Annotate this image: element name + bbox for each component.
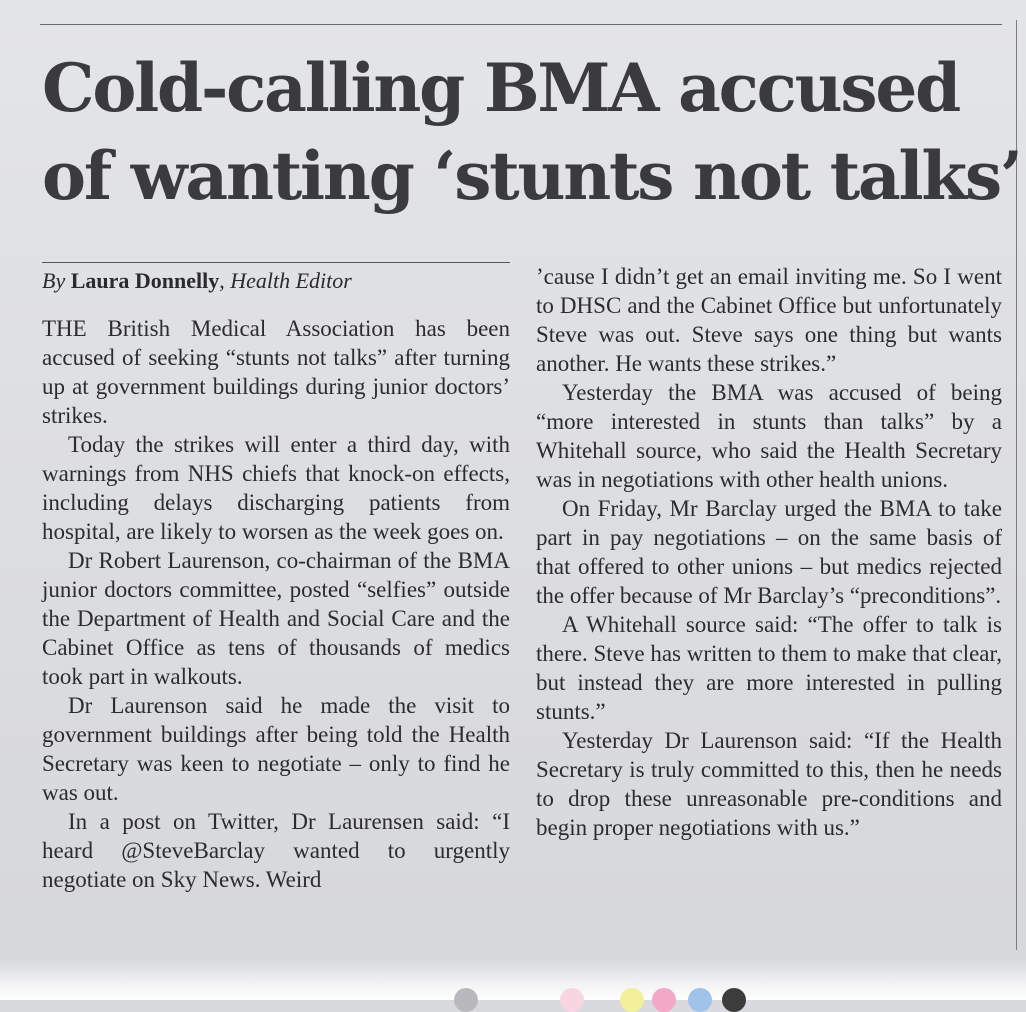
top-rule xyxy=(40,24,1002,25)
byline-rule xyxy=(42,262,510,263)
paragraph: Yesterday Dr Laurenson said: “If the Health Secretary is truly committed to this, then he needs to drop these unreasonable pre-conditions and begin proper negotiations with us.” xyxy=(536,728,1002,840)
paragraph: In a post on Twitter, Dr Laurensen said: “I heard @SteveBarclay wanted to urgently negotiate on Sky News. Weird xyxy=(42,809,510,892)
paragraph: Today the strikes will enter a third day, with warnings from NHS chiefs that knock-on effects, including delays discharging patients from hospital, are likely to worsen as the week goes on. xyxy=(42,432,510,544)
byline-separator: , xyxy=(219,268,225,293)
article-column-left xyxy=(42,314,510,894)
paragraph: A Whitehall source said: “The offer to talk is there. Steve has written to them to make that clear, but instead they are more interested in pulling stunts.” xyxy=(536,612,1002,724)
print-registration-mark xyxy=(688,988,712,1012)
print-registration-mark xyxy=(620,988,644,1012)
page-bottom-edge xyxy=(0,960,1026,1000)
headline-line-1: Cold-calling BMA accused xyxy=(42,49,960,127)
print-registration-mark xyxy=(722,988,746,1012)
paragraph: Dr Laurenson said he made the visit to government buildings after being told the Health Secretary was keen to negotiate – only to find he was out. xyxy=(42,693,510,805)
print-registration-mark xyxy=(560,988,584,1012)
byline-prefix: By xyxy=(42,268,66,293)
paragraph: ’cause I didn’t get an email inviting me. So I went to DHSC and the Cabinet Office but unfortunately Steve was out. Steve says one thing but wants another. He wants these strikes.” xyxy=(536,264,1002,376)
print-registration-mark xyxy=(454,988,478,1012)
paragraph: Yesterday the BMA was accused of being “more interested in stunts than talks” by a Whitehall source, who said the Health Secretary was in negotiations with other health unions. xyxy=(536,380,1002,492)
author-name: Laura Donnelly xyxy=(70,268,220,293)
print-registration-mark xyxy=(652,988,676,1012)
paragraph: THE British Medical Association has been accused of seeking “stunts not talks” after turning up at government buildings during junior doctors’ strikes. xyxy=(42,316,510,428)
author-role: Health Editor xyxy=(230,268,352,293)
headline xyxy=(42,44,1021,220)
paragraph: On Friday, Mr Barclay urged the BMA to take part in pay negotiations – on the same basis of that offered to other unions – but medics rejected the offer because of Mr Barclay’s “preconditions”. xyxy=(536,496,1002,608)
paragraph: Dr Robert Laurenson, co-chairman of the BMA junior doctors committee, posted “selfies” outside the Department of Health and Social Care and the Cabinet Office as tens of thousands of medics took part in walkouts. xyxy=(42,548,510,689)
article-column-right xyxy=(536,262,1002,842)
headline-line-2: of wanting ‘stunts not talks’ xyxy=(42,137,1021,215)
byline xyxy=(42,266,512,296)
